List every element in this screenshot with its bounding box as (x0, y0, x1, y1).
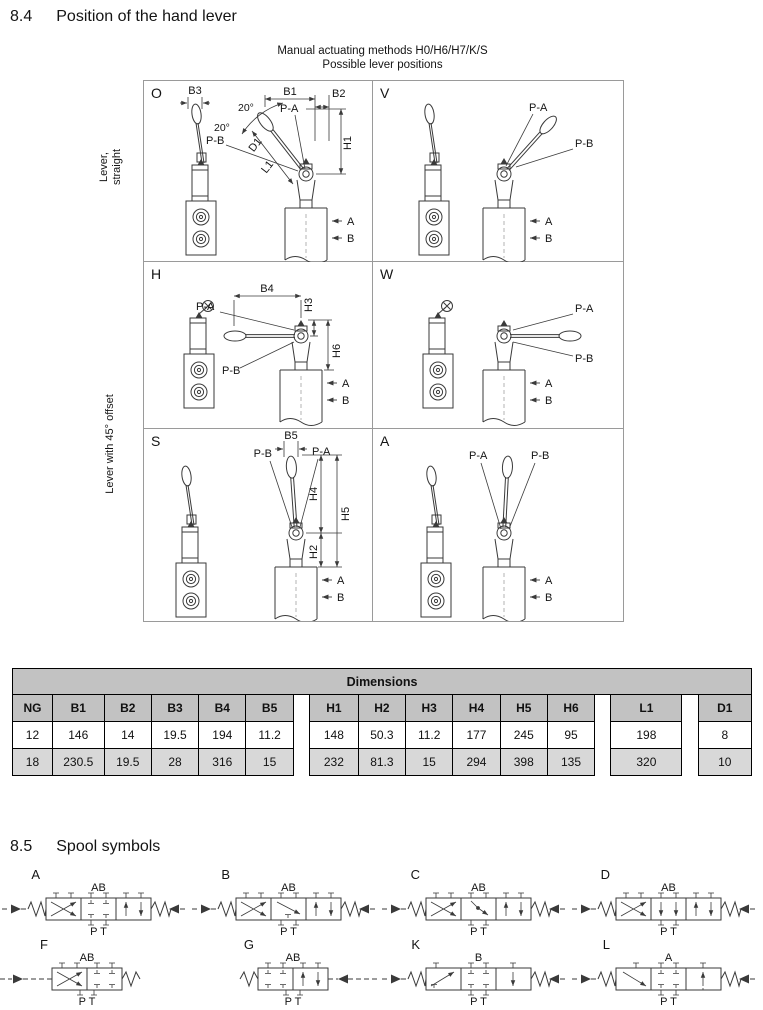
table-col-header: H5 (500, 695, 547, 722)
table-col-header (682, 695, 698, 722)
port-b-label: B (545, 592, 553, 604)
table-cell: 230.5 (52, 749, 104, 776)
spool-top-label: AB (79, 952, 95, 964)
port-a-label: A (545, 575, 553, 587)
lever (504, 113, 559, 172)
cell-key: S (151, 433, 161, 449)
table-col-header: H4 (453, 695, 500, 722)
port-b-label: B (342, 395, 350, 407)
table-cell: 15 (246, 749, 293, 776)
spool-bottom-label: P T (660, 996, 677, 1006)
spool-top-label: AB (91, 882, 106, 894)
port-b-label: B (347, 233, 355, 245)
spool-letter: F (40, 937, 48, 952)
table-col-header: H1 (309, 695, 358, 722)
lever (286, 456, 301, 528)
table-col-header: D1 (698, 695, 751, 722)
table-cell: 398 (500, 749, 547, 776)
table-col-header: B3 (151, 695, 198, 722)
table-col-header: B1 (52, 695, 104, 722)
spool-letter: A (31, 867, 40, 882)
section-85-heading (10, 838, 160, 856)
side-view-valve (423, 301, 453, 409)
table-col-header: L1 (611, 695, 682, 722)
port-a-label: A (342, 378, 350, 390)
lever-cell-W (373, 262, 623, 429)
front-view-valve (483, 158, 540, 262)
label-pa: P-A (196, 301, 215, 313)
lever-diagram-O (144, 81, 373, 262)
table-cell: 8 (698, 722, 751, 749)
dim-h3: H3 (303, 297, 315, 312)
table-cell: 15 (406, 749, 453, 776)
cell-key: O (151, 85, 162, 101)
section-84-title: Position of the hand lever (56, 8, 237, 25)
spool-letter: D (600, 867, 610, 882)
dim-h6: H6 (331, 343, 343, 358)
table-cell: 28 (151, 749, 198, 776)
spool-bottom-label: P T (90, 926, 107, 936)
table-cell: 320 (611, 749, 682, 776)
dim-h2: H2 (308, 544, 320, 559)
spool-top-label: B (474, 952, 483, 964)
side-view-valve (176, 465, 206, 617)
lever-cell-O (144, 81, 373, 262)
spool-top-label: AB (661, 882, 676, 894)
table-col-header (293, 695, 309, 722)
spool-symbol-a (0, 866, 190, 936)
spool-symbol-b (190, 866, 380, 936)
table-cell: 19.5 (151, 722, 198, 749)
table-col-header: H6 (547, 695, 594, 722)
table-cell (682, 722, 698, 749)
dim-b4: B4 (260, 283, 274, 295)
spool-symbol-l (570, 936, 760, 1006)
cell-key: V (380, 85, 390, 101)
label-pb: P-B (206, 135, 225, 147)
row-label-lever-offset: Lever with 45° offset (104, 394, 116, 494)
diagram-subtitle (143, 44, 622, 73)
dim-d1: D1 (246, 135, 265, 155)
spool-bottom-label: P T (284, 996, 302, 1006)
diagram-subtitle-line1: Manual actuating methods H0/H6/H7/K/S (277, 45, 488, 57)
section-84-number: 8.4 (10, 8, 33, 25)
spool-letter: G (243, 937, 254, 952)
dim-b2: B2 (332, 88, 346, 100)
label-pa: P-A (280, 103, 299, 115)
table-cell (595, 749, 611, 776)
table-col-header: H2 (358, 695, 405, 722)
spool-letter: K (411, 937, 420, 952)
table-title: Dimensions (13, 669, 752, 695)
lever (224, 331, 295, 341)
side-view-valve (419, 103, 449, 255)
table-col-header: B2 (104, 695, 151, 722)
label-pa: P-A (575, 303, 594, 315)
table-cell: 19.5 (104, 749, 151, 776)
port-a-label: A (347, 216, 355, 228)
dim-l1: L1 (259, 158, 277, 176)
dim-b1: B1 (283, 86, 297, 98)
spool-symbol-d (570, 866, 760, 936)
table-cell: 194 (199, 722, 246, 749)
table-cell: 14 (104, 722, 151, 749)
row-label-lever-straight: Lever, straight (98, 148, 124, 186)
table-cell: 10 (698, 749, 751, 776)
table-cell: 245 (500, 722, 547, 749)
spool-top-label: AB (281, 882, 296, 894)
table-cell: 95 (547, 722, 594, 749)
table-row (13, 722, 752, 749)
table-cell: 11.2 (406, 722, 453, 749)
label-pb: P-B (575, 138, 594, 150)
label-pb: P-B (253, 448, 272, 460)
front-view-valve (483, 320, 540, 426)
lever-position-grid (143, 80, 624, 622)
label-pa: P-A (469, 450, 488, 462)
label-pb: P-B (222, 365, 241, 377)
label-pb: P-B (575, 353, 594, 365)
front-view-valve (280, 320, 337, 426)
table-col-header: B5 (246, 695, 293, 722)
diagram-subtitle-line2: Possible lever positions (322, 59, 443, 72)
port-b-label: B (545, 395, 553, 407)
label-pa: P-A (312, 446, 331, 458)
table-cell (595, 722, 611, 749)
spool-letter: C (410, 867, 420, 882)
table-col-header: B4 (199, 695, 246, 722)
label-pb: P-B (531, 450, 550, 462)
spool-letter: B (221, 867, 230, 882)
table-cell: 50.3 (358, 722, 405, 749)
cell-key: H (151, 266, 162, 282)
cell-key: A (380, 433, 390, 449)
port-b-label: B (545, 233, 553, 245)
spool-symbols-grid (0, 866, 763, 1006)
table-cell (293, 722, 309, 749)
spool-bottom-label: P T (470, 926, 487, 936)
table-row (13, 749, 752, 776)
table-col-header (595, 695, 611, 722)
spool-top-label: AB (285, 952, 301, 964)
angle-label: 20° (238, 102, 254, 114)
table-cell: 12 (13, 722, 53, 749)
table-cell: 294 (453, 749, 500, 776)
spool-symbol-g (190, 936, 380, 1006)
spool-symbol-k (380, 936, 570, 1006)
table-col-header: NG (13, 695, 53, 722)
table-cell: 148 (309, 722, 358, 749)
side-view-valve (184, 301, 214, 409)
table-cell: 11.2 (246, 722, 293, 749)
lever (499, 456, 513, 527)
table-cell: 135 (547, 749, 594, 776)
dimensions-table (12, 668, 752, 776)
table-cell (682, 749, 698, 776)
dim-b5: B5 (284, 430, 298, 442)
lever-diagram-A (373, 429, 623, 621)
front-view-valve (483, 517, 540, 621)
section-85-number: 8.5 (10, 838, 33, 855)
section-85-title: Spool symbols (56, 838, 161, 855)
table-cell: 146 (52, 722, 104, 749)
lever-cell-A (373, 429, 623, 621)
lever-diagram-H (144, 262, 373, 429)
lever-cell-H (144, 262, 373, 429)
spool-top-label: A (664, 952, 673, 964)
spool-bottom-label: P T (78, 996, 96, 1006)
side-view-valve (186, 103, 216, 255)
lever-cell-V (373, 81, 623, 262)
port-a-label: A (545, 216, 553, 228)
table-cell: 198 (611, 722, 682, 749)
port-a-label: A (337, 575, 345, 587)
table-cell: 232 (309, 749, 358, 776)
spool-bottom-label: P T (660, 926, 677, 936)
front-view-valve (275, 517, 332, 621)
dim-h1: H1 (342, 135, 354, 151)
lever-cell-S (144, 429, 373, 621)
spool-letter: L (602, 937, 610, 952)
table-col-header: H3 (406, 695, 453, 722)
spool-top-label: AB (471, 882, 486, 894)
lever-diagram-V (373, 81, 623, 262)
cell-key: W (380, 266, 394, 282)
table-cell: 177 (453, 722, 500, 749)
table-cell (293, 749, 309, 776)
lever-diagram-S (144, 429, 373, 621)
spool-symbol-c (380, 866, 570, 936)
label-pa: P-A (529, 102, 548, 114)
table-cell: 81.3 (358, 749, 405, 776)
lever (510, 331, 581, 341)
dim-h5: H5 (340, 506, 352, 521)
port-b-label: B (337, 592, 345, 604)
angle-label: 20° (214, 122, 230, 134)
spool-symbol-f (0, 936, 190, 1006)
side-view-valve (421, 465, 451, 617)
table-cell: 18 (13, 749, 53, 776)
lever-diagram-W (373, 262, 623, 429)
dim-b3: B3 (188, 85, 202, 97)
table-cell: 316 (199, 749, 246, 776)
dim-h4: H4 (308, 486, 320, 501)
spool-bottom-label: P T (470, 996, 487, 1006)
spool-bottom-label: P T (280, 926, 297, 936)
port-a-label: A (545, 378, 553, 390)
section-84-heading (10, 8, 237, 26)
